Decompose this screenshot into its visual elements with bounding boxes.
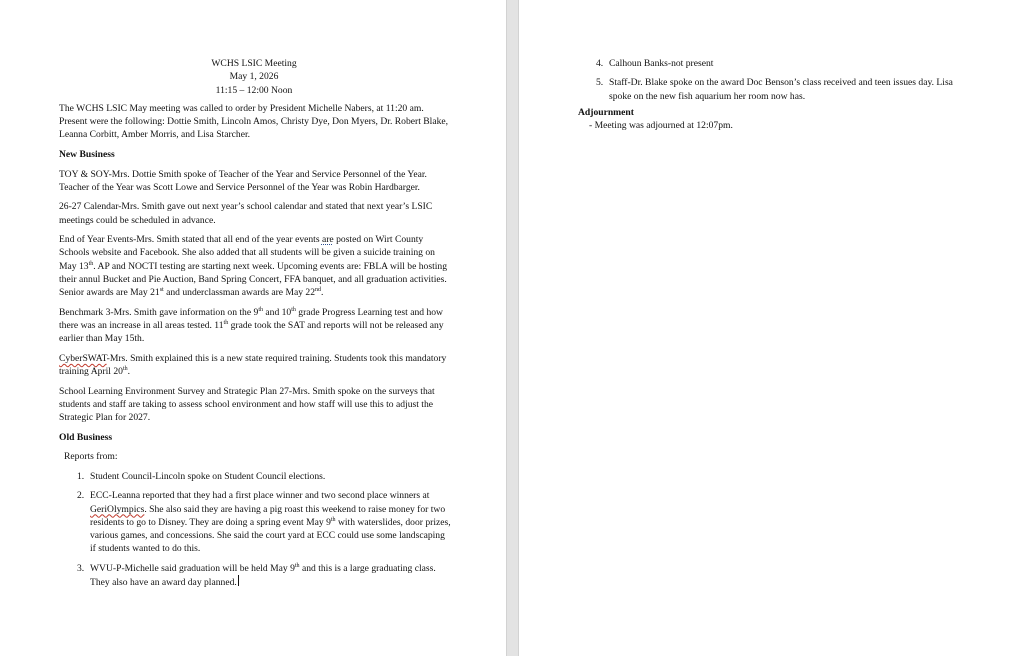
- document-page-1[interactable]: [0, 0, 506, 656]
- calendar-paragraph: 26-27 Calendar-Mrs. Smith gave out next year’s school calendar and stated that next year’s LSIC meetings could be scheduled in advance.: [59, 201, 433, 226]
- reports-list-part-2: [578, 57, 958, 103]
- list-item: 1. Student Council-Lincoln spoke on Student Council elections.: [77, 470, 326, 482]
- grammar-flagged-word[interactable]: are: [321, 234, 334, 246]
- survey-paragraph: School Learning Environment Survey and Strategic Plan 27-Mrs. Smith spoke on the surveys that students and staff are taking to assess school environment and how staff will use this to adjust the Strategic Plan for 2027.: [59, 385, 435, 424]
- list-item: 2. ECC-Leanna reported that they had a first place winner and two second place winners at GeriOlympics. She also said they are having a pig roast this weekend to raise money for two residents to go to Disney. They are doing a spring event May 9th with waterslides, door prizes, various games, and concessions. She said the court yard at ECC could use some landscaping if students wanted to do this.: [77, 490, 451, 555]
- toy-paragraph: TOY & SOY-Mrs. Dottie Smith spoke of Teacher of the Year and Service Personnel of the Year. Teacher of the Year was Scott Lowe and Service Personnel of the Year was Robin Hardbarger.: [59, 168, 427, 193]
- intro-paragraph: The WCHS LSIC May meeting was called to order by President Michelle Nabers, at 11:20 am. Present were the following: Dottie Smith, Lincoln Amos, Christy Dye, Don Myers, Dr. Robert Blake, Leanna Corbitt, Amber Morris, and Lisa Starcher.: [59, 102, 449, 141]
- old-business-heading: Old Business: [59, 431, 113, 443]
- reports-from-label: Reports from:: [64, 451, 118, 463]
- new-business-heading: New Business: [59, 148, 115, 160]
- list-item: 5. Staff-Dr. Blake spoke on the award Doc Benson’s class received and teen issues day. Lisa spoke on the new fish aquarium her room now has.: [596, 77, 953, 102]
- events-paragraph: End of Year Events-Mrs. Smith stated that all end of the year events are posted on Wirt County Schools website and Facebook. She also added that all students will be given a suicide training on May 13th. AP and NOCTI testing are starting next week. Upcoming events are: FBLA will be hosting their annul Bucket and Pie Auction, Band Spring Concert, FFA banquet, and all graduation activities. Senior awards are May 21st and underclassman awards are May 22nd.: [59, 234, 448, 299]
- page-gap: [506, 0, 519, 656]
- cyberswat-paragraph: CyberSWAT-Mrs. Smith explained this is a new state required training. Students took this mandatory training April 20th.: [59, 352, 447, 378]
- benchmark-paragraph: Benchmark 3-Mrs. Smith gave information on the 9th and 10th grade Progress Learning test and how there was an increase in all areas tested. 11th grade took the SAT and reports will not be released any earlier than May 15th.: [59, 306, 444, 345]
- spelling-flagged-word[interactable]: CyberSWAT: [59, 352, 107, 364]
- page-2-content[interactable]: [578, 57, 958, 133]
- document-header: [57, 57, 451, 97]
- reports-list-part-1: [59, 470, 451, 590]
- spelling-flagged-word[interactable]: GeriOlympics: [90, 503, 145, 515]
- list-item: 4. Calhoun Banks-not present: [596, 58, 714, 69]
- meeting-time: 11:15 – 12:00 Noon: [215, 84, 293, 96]
- text-cursor: [238, 575, 239, 586]
- meeting-date: May 1, 2026: [229, 71, 279, 83]
- document-page-2[interactable]: [519, 0, 1024, 656]
- page-1-content[interactable]: [59, 57, 451, 596]
- list-item: 3. WVU-P-Michelle said graduation will be held May 9th and this is a large graduating class. They also have an award day planned.: [77, 562, 436, 589]
- adjournment-text: - Meeting was adjourned at 12:07pm.: [589, 120, 733, 132]
- meeting-title: WCHS LSIC Meeting: [211, 58, 297, 69]
- adjournment-heading: Adjournment: [578, 107, 634, 119]
